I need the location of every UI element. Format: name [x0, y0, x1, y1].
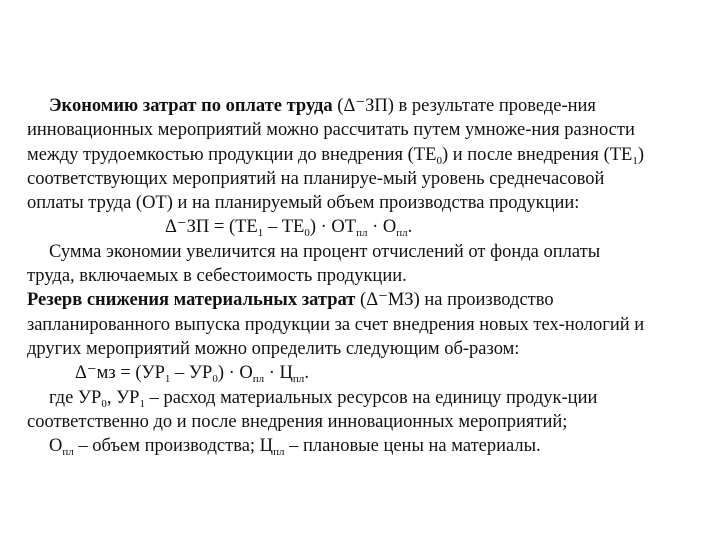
- subscript: 0: [436, 154, 442, 167]
- formula-fragment: Δ⁻мз = (УР: [75, 363, 165, 384]
- paragraph-definitions-line-1: [27, 386, 697, 410]
- subscript: пл: [292, 373, 305, 386]
- subscript: пл: [62, 446, 74, 459]
- paragraph-material-reserve-line-2: запланированного выпуска продукции за счет внедрения новых тех-нологий и: [27, 314, 645, 335]
- formula-labor-savings: [27, 215, 697, 239]
- text-fragment: где УР: [49, 387, 102, 408]
- formula-fragment: .: [407, 217, 413, 238]
- text-fragment: между трудоемкостью продукции до внедрения (ТЕ: [27, 144, 437, 165]
- formula-fragment: ) · О: [217, 363, 253, 384]
- formula-fragment: Δ⁻ЗП = (ТЕ: [165, 217, 258, 238]
- text-fragment: ): [637, 144, 644, 165]
- paragraph-deductions-line-1: Сумма экономии увеличится на процент отчислений от фонда оплаты: [49, 241, 601, 262]
- subscript: 0: [101, 397, 107, 410]
- subscript: пл: [273, 446, 285, 459]
- subscript: 1: [257, 227, 264, 240]
- subscript: пл: [396, 227, 408, 240]
- text-fragment: – объем производства; Ц: [73, 436, 274, 457]
- paragraph-labor-savings-line-1: [27, 94, 697, 118]
- subscript: пл: [252, 373, 265, 386]
- paragraph-material-reserve-line-3: других мероприятий можно определить следующим об-разом:: [27, 338, 520, 359]
- text-fragment: ) и после внедрения (ТЕ: [441, 144, 633, 165]
- text-fragment: (Δ⁻МЗ) на производство: [355, 290, 554, 311]
- subscript: 1: [164, 373, 171, 386]
- subscript: 0: [304, 227, 310, 240]
- text-fragment: – плановые цены на материалы.: [284, 436, 541, 457]
- formula-material-savings: [27, 361, 697, 385]
- formula-fragment: · Ц: [264, 363, 293, 384]
- text-fragment: О: [49, 436, 63, 457]
- formula-fragment: – ТЕ: [263, 217, 305, 238]
- document-body: [27, 94, 697, 458]
- paragraph-labor-savings-line-2: инновационных мероприятий можно рассчитать путем умноже-ния разности: [27, 120, 635, 141]
- heading-material-reserve: Резерв снижения материальных затрат: [27, 290, 356, 311]
- paragraph-labor-savings-line-4: соответствующих мероприятий на планируе-мый уровень среднечасовой: [27, 168, 605, 189]
- formula-fragment: .: [304, 363, 309, 384]
- subscript: 0: [212, 373, 218, 386]
- paragraph-definitions-line-3: [27, 434, 697, 458]
- subscript: 1: [632, 154, 638, 167]
- formula-fragment: – УР: [170, 363, 213, 384]
- heading-labor-savings: Экономию затрат по оплате труда: [49, 96, 333, 116]
- subscript: пл: [356, 227, 368, 240]
- formula-fragment: ) · ОТ: [309, 217, 357, 238]
- paragraph-labor-savings-line-3: [27, 143, 697, 167]
- text-fragment: – расход материальных ресурсов на единицу продук-ции: [144, 387, 598, 408]
- paragraph-deductions-line-2: труда, включаемых в себестоимость продукции.: [27, 266, 407, 287]
- text-fragment: (Δ⁻ЗП) в результате проведе-ния: [332, 96, 596, 116]
- paragraph-definitions-line-2: соответственно до и после внедрения инновационных мероприятий;: [27, 411, 568, 432]
- formula-fragment: · О: [367, 217, 397, 238]
- subscript: 1: [139, 397, 145, 410]
- paragraph-material-reserve-line-1: [27, 288, 697, 312]
- paragraph-labor-savings-line-5: оплаты труда (ОТ) и на планируемый объем производства продукции:: [27, 193, 580, 214]
- text-fragment: , УР: [106, 387, 140, 408]
